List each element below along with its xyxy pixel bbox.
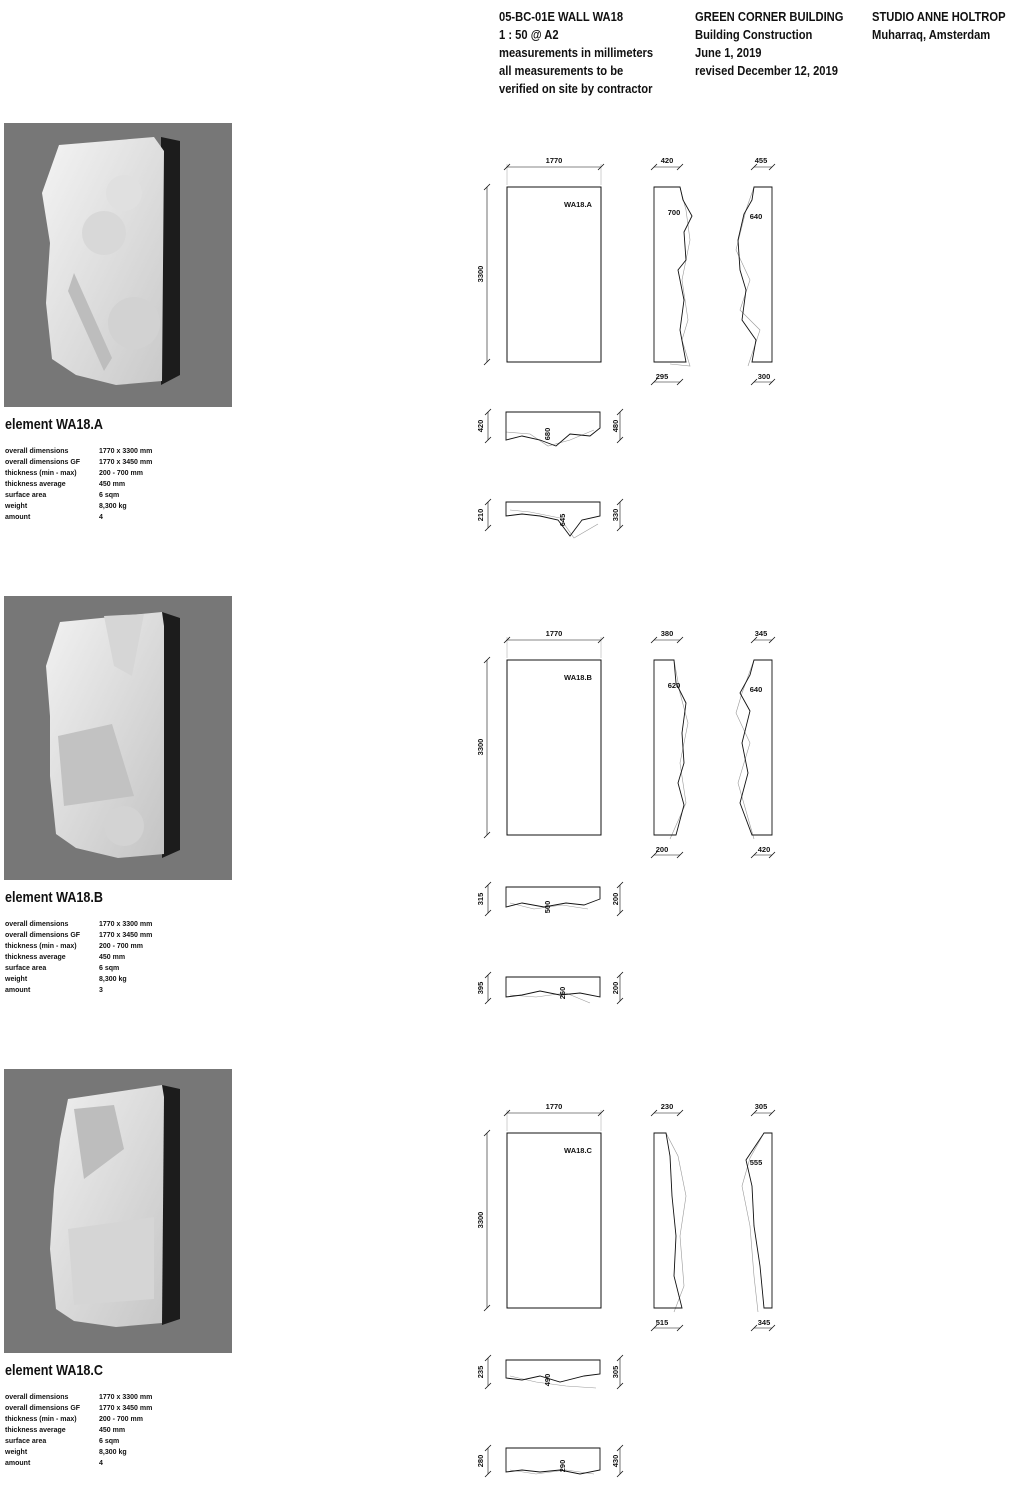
- width-dimension: 1770: [545, 629, 563, 638]
- top-section-max-dimension: 680: [543, 427, 552, 441]
- element-label: WA18.A: [564, 200, 592, 209]
- spec-label: thickness average: [5, 1427, 66, 1434]
- spec-value: 450 mm: [99, 1427, 126, 1434]
- project-phase: Building Construction: [695, 27, 813, 42]
- top-section-left-dimension: 235: [476, 1365, 485, 1379]
- spec-label: overall dimensions GF: [5, 1405, 81, 1412]
- bottom-section-left-dimension: 280: [476, 1454, 485, 1468]
- width-dimension: 1770: [545, 1102, 563, 1111]
- element-photo-a: [4, 123, 232, 407]
- sheet-units: measurements in millimeters: [499, 45, 654, 60]
- technical-drawing-c: [470, 1086, 790, 1496]
- side-left-bottom-dimension: 515: [655, 1318, 669, 1327]
- spec-value: 4: [99, 514, 103, 521]
- bottom-section-right-dimension: 200: [611, 981, 620, 995]
- project-date: June 1, 2019: [695, 45, 762, 60]
- spec-label: surface area: [5, 1438, 47, 1445]
- project-name: GREEN CORNER BUILDING: [695, 9, 844, 24]
- element-title-a: element WA18.A: [5, 416, 104, 433]
- spec-label: amount: [5, 1460, 31, 1467]
- office-location: Muharraq, Amsterdam: [872, 27, 991, 42]
- spec-value: 450 mm: [99, 954, 126, 961]
- top-section: [506, 887, 600, 907]
- sheet-note-1: all measurements to be: [499, 63, 624, 78]
- side-left-top-dimension: 380: [660, 629, 674, 638]
- element-photo-c: [4, 1069, 232, 1353]
- spec-label: amount: [5, 987, 31, 994]
- sheet-info: [499, 8, 653, 98]
- top-section-max-dimension: 490: [543, 1373, 552, 1387]
- element-label: WA18.C: [564, 1146, 592, 1155]
- spec-label: amount: [5, 514, 31, 521]
- spec-label: thickness average: [5, 954, 66, 961]
- spec-value: 1770 x 3300 mm: [99, 1394, 153, 1401]
- spec-label: overall dimensions GF: [5, 459, 81, 466]
- sheet-note-2: verified on site by contractor: [499, 81, 653, 96]
- element-title-c: element WA18.C: [5, 1362, 104, 1379]
- top-section-left-dimension: 420: [476, 419, 485, 433]
- side-left-max-dimension: 700: [667, 208, 681, 217]
- elevation-outline: [507, 187, 601, 362]
- spec-value: 4: [99, 1460, 103, 1467]
- element-label: WA18.B: [564, 673, 592, 682]
- spec-value: 200 - 700 mm: [99, 470, 143, 477]
- spec-label: overall dimensions: [5, 448, 69, 455]
- side-profile-left: [654, 1133, 682, 1308]
- technical-drawing-a: [470, 140, 790, 550]
- width-dimension: 1770: [545, 156, 563, 165]
- spec-value: 1770 x 3450 mm: [99, 932, 153, 939]
- side-right-max-dimension: 640: [749, 685, 763, 694]
- spec-value: 1770 x 3300 mm: [99, 921, 153, 928]
- top-section-right-dimension: 200: [611, 892, 620, 906]
- spec-value: 1770 x 3300 mm: [99, 448, 153, 455]
- spec-label: weight: [5, 976, 28, 983]
- side-left-max-dimension: 620: [667, 681, 681, 690]
- element-photo-b: [4, 596, 232, 880]
- side-right-top-dimension: 455: [754, 156, 768, 165]
- side-right-top-dimension: 345: [754, 629, 768, 638]
- spec-value: 8,300 kg: [99, 503, 127, 510]
- spec-value: 8,300 kg: [99, 976, 127, 983]
- bottom-section: [506, 1448, 600, 1474]
- top-section: [506, 412, 600, 446]
- spec-value: 6 sqm: [99, 965, 120, 972]
- top-section-left-dimension: 315: [476, 892, 485, 906]
- side-left-bottom-dimension: 200: [655, 845, 669, 854]
- elevation-outline: [507, 1133, 601, 1308]
- side-right-max-dimension: 640: [749, 212, 763, 221]
- top-section-max-dimension: 500: [543, 900, 552, 914]
- top-section: [506, 1360, 600, 1382]
- side-left-top-dimension: 230: [660, 1102, 674, 1111]
- side-right-top-dimension: 305: [754, 1102, 768, 1111]
- spec-label: weight: [5, 503, 28, 510]
- spec-value: 200 - 700 mm: [99, 1416, 143, 1423]
- spec-label: thickness (min - max): [5, 943, 77, 950]
- bottom-section-max-dimension: 645: [558, 513, 567, 527]
- side-right-bottom-dimension: 300: [757, 372, 771, 381]
- bottom-section: [506, 977, 600, 997]
- spec-label: thickness (min - max): [5, 1416, 77, 1423]
- project-revision: revised December 12, 2019: [695, 63, 838, 78]
- sheet-code: 05-BC-01E WALL WA18: [499, 9, 624, 24]
- spec-label: surface area: [5, 492, 47, 499]
- spec-value: 450 mm: [99, 481, 126, 488]
- spec-label: thickness (min - max): [5, 470, 77, 477]
- spec-label: thickness average: [5, 481, 66, 488]
- spec-label: surface area: [5, 965, 47, 972]
- side-left-top-dimension: 420: [660, 156, 674, 165]
- spec-value: 6 sqm: [99, 1438, 120, 1445]
- office-info: [872, 8, 1006, 44]
- spec-label: overall dimensions GF: [5, 932, 81, 939]
- spec-value: 1770 x 3450 mm: [99, 1405, 153, 1412]
- spec-value: 8,300 kg: [99, 1449, 127, 1456]
- side-right-max-dimension: 555: [749, 1158, 763, 1167]
- office-name: STUDIO ANNE HOLTROP: [872, 9, 1006, 24]
- height-dimension: 3300: [476, 738, 485, 756]
- project-info: [695, 8, 843, 80]
- bottom-section-max-dimension: 290: [558, 1459, 567, 1473]
- elevation-outline: [507, 660, 601, 835]
- height-dimension: 3300: [476, 1211, 485, 1229]
- spec-label: overall dimensions: [5, 1394, 69, 1401]
- spec-label: overall dimensions: [5, 921, 69, 928]
- side-left-bottom-dimension: 295: [655, 372, 669, 381]
- bottom-section-right-dimension: 430: [611, 1454, 620, 1468]
- height-dimension: 3300: [476, 265, 485, 283]
- element-title-b: element WA18.B: [5, 889, 104, 906]
- bottom-section-left-dimension: 395: [476, 981, 485, 995]
- spec-value: 1770 x 3450 mm: [99, 459, 153, 466]
- technical-drawing-b: [470, 613, 790, 1023]
- spec-value: 3: [99, 987, 103, 994]
- side-right-bottom-dimension: 420: [757, 845, 771, 854]
- spec-value: 200 - 700 mm: [99, 943, 143, 950]
- bottom-section-right-dimension: 330: [611, 508, 620, 522]
- top-section-right-dimension: 305: [611, 1365, 620, 1379]
- top-section-right-dimension: 480: [611, 419, 620, 433]
- bottom-section-left-dimension: 210: [476, 508, 485, 522]
- spec-value: 6 sqm: [99, 492, 120, 499]
- spec-label: weight: [5, 1449, 28, 1456]
- sheet-scale: 1 : 50 @ A2: [499, 27, 559, 42]
- bottom-section-max-dimension: 260: [558, 986, 567, 1000]
- side-right-bottom-dimension: 345: [757, 1318, 771, 1327]
